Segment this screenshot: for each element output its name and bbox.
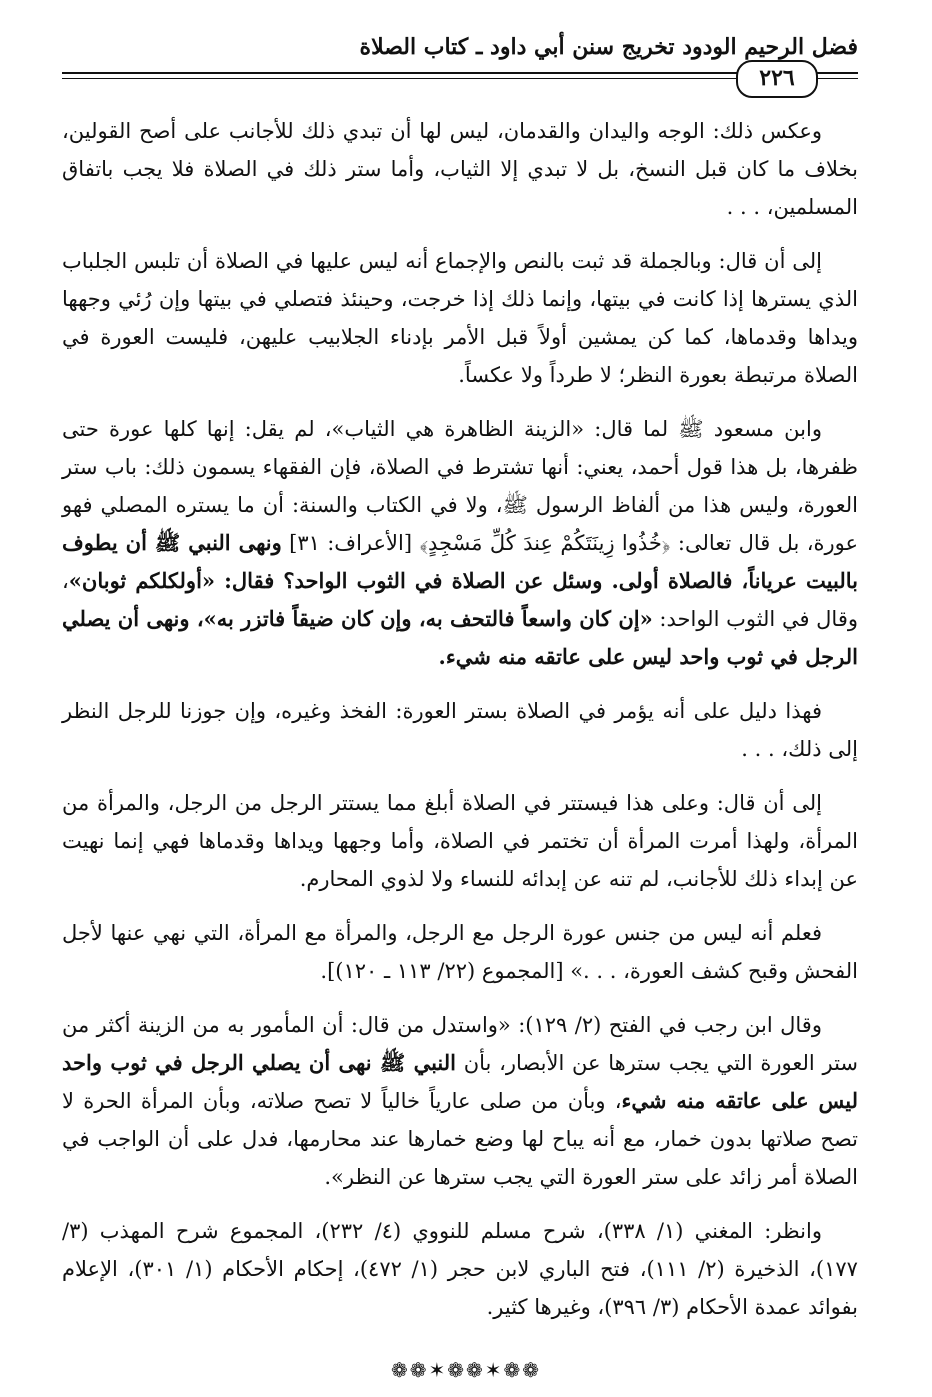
text-segment: وقال ابن رجب في الفتح (٢/ ١٢٩): «واستدل من قال: أن المأمور به من الزينة أكثر من ستر العورة التي يجب سترها عن الأبصار، بأن <box>62 1013 858 1075</box>
body-paragraph <box>62 692 858 768</box>
footer-ornament: ❁❁✶❁❁✶❁❁ <box>390 1358 542 1382</box>
body-paragraph <box>62 112 858 226</box>
text-segment: إلى أن قال: وبالجملة قد ثبت بالنص والإجماع أنه ليس عليها في الصلاة أن تلبس الجلباب الذي يسترها إذا كانت في بيتها، وإنما ذلك إذا خرجت، وحينئذ فتصلي في بيتها وإن رُئي وجهها ويداها وقدماها، كما كن يمشين أولاً قبل الأمر بإدناء الجلابيب عليهن، فليست العورة في الصلاة مرتبطة بعورة النظر؛ لا طرداً ولا عكساً. <box>62 249 858 387</box>
running-title: فضل الرحيم الودود تخريج سنن أبي داود ـ كتاب الصلاة <box>359 34 858 60</box>
text-segment: إلى أن قال: وعلى هذا فيستتر في الصلاة أبلغ مما يستتر الرجل من الرجل، والمرأة من المرأة، ولهذا أمرت المرأة أن تختمر في الصلاة، وأما وجهها ويداها وقدماها فهي إنما نهيت عن إبداء ذلك للأجانب، لم تنه عن إبدائه للنساء ولا لذوي المحارم. <box>62 791 858 891</box>
bold-text-segment: ونهى النبي ﷺ أن يطوف بالبيت عرياناً، فالصلاة أولى. وسئل عن الصلاة في الثوب الواحد؟ فقال: «أولكلكم ثوبان» <box>62 530 858 593</box>
body-paragraph <box>62 242 858 394</box>
bold-text-segment: النبي ﷺ نهى أن يصلي الرجل في ثوب واحد ليس على عاتقه منه شيء <box>62 1050 858 1113</box>
text-segment: فعلم أنه ليس من جنس عورة الرجل مع الرجل، والمرأة مع المرأة، التي نهي عنها لأجل الفحش وقبح كشف العورة، . . .» [المجموع (٢٢/ ١١٣ ـ ١٢٠)]. <box>62 921 858 983</box>
body-paragraph <box>62 410 858 676</box>
body-paragraph <box>62 784 858 898</box>
text-segment: ، وقال في الثوب الواحد: <box>62 569 858 631</box>
text-segment: فهذا دليل على أنه يؤمر في الصلاة بستر العورة: الفخذ وغيره، وإن جوزنا للرجل النظر إلى ذلك، . . . <box>62 699 858 761</box>
text-segment: ، وبأن من صلى عارياً خالياً لا تصح صلاته، وبأن المرأة الحرة لا تصح صلاتها بدون خمار، مع أنه يباح لها وضع خمارها عند محارمها، فدل على أن الواجب في الصلاة أمر زائد على ستر العورة التي يجب سترها عن النظر». <box>62 1089 858 1189</box>
body-paragraph <box>62 1212 858 1326</box>
body-paragraph <box>62 914 858 990</box>
bold-text-segment: «إن كان واسعاً فالتحف به، وإن كان ضيقاً فاتزر به»، ونهى أن يصلي الرجل في ثوب واحد ليس على عاتقه منه شيء. <box>61 606 858 669</box>
text-segment: وعكس ذلك: الوجه واليدان والقدمان، ليس لها أن تبدي ذلك للأجانب على أصح القولين، بخلاف ما كان قبل النسخ، بل لا تبدي إلا الثياب، وأما ستر ذلك في الصلاة فلا يجب باتفاق المسلمين، . . . <box>62 119 858 219</box>
page-body <box>62 112 858 1342</box>
page-header <box>62 30 858 100</box>
page-number: ٢٢٦ <box>736 60 818 98</box>
text-segment: وابن مسعود ﷺ لما قال: «الزينة الظاهرة هي الثياب»، لم يقل: إنها كلها عورة حتى ظفرها، بل هذا قول أحمد، يعني: أنها تشترط في الصلاة، فإن الفقهاء يسمون ذلك: باب ستر العورة، وليس هذا من ألفاظ الرسول ﷺ، ولا في الكتاب والسنة: أن ما يستره المصلي فهو عورة، بل قال تعالى: ﴿خُذُوا زِينَتَكُمْ عِندَ كُلِّ مَسْجِدٍ﴾ [الأعراف: ٣١] <box>62 417 858 555</box>
text-segment: وانظر: المغني (١/ ٣٣٨)، شرح مسلم للنووي (٤/ ٢٣٢)، المجموع شرح المهذب (٣/ ١٧٧)، الذخيرة (٢/ ١١١)، فتح الباري لابن حجر (١/ ٤٧٢)، إحكام الأحكام (١/ ٣٠١)، الإعلام بفوائد عمدة الأحكام (٣/ ٣٩٦)، وغيرها كثير. <box>62 1219 858 1319</box>
body-paragraph <box>62 1006 858 1196</box>
